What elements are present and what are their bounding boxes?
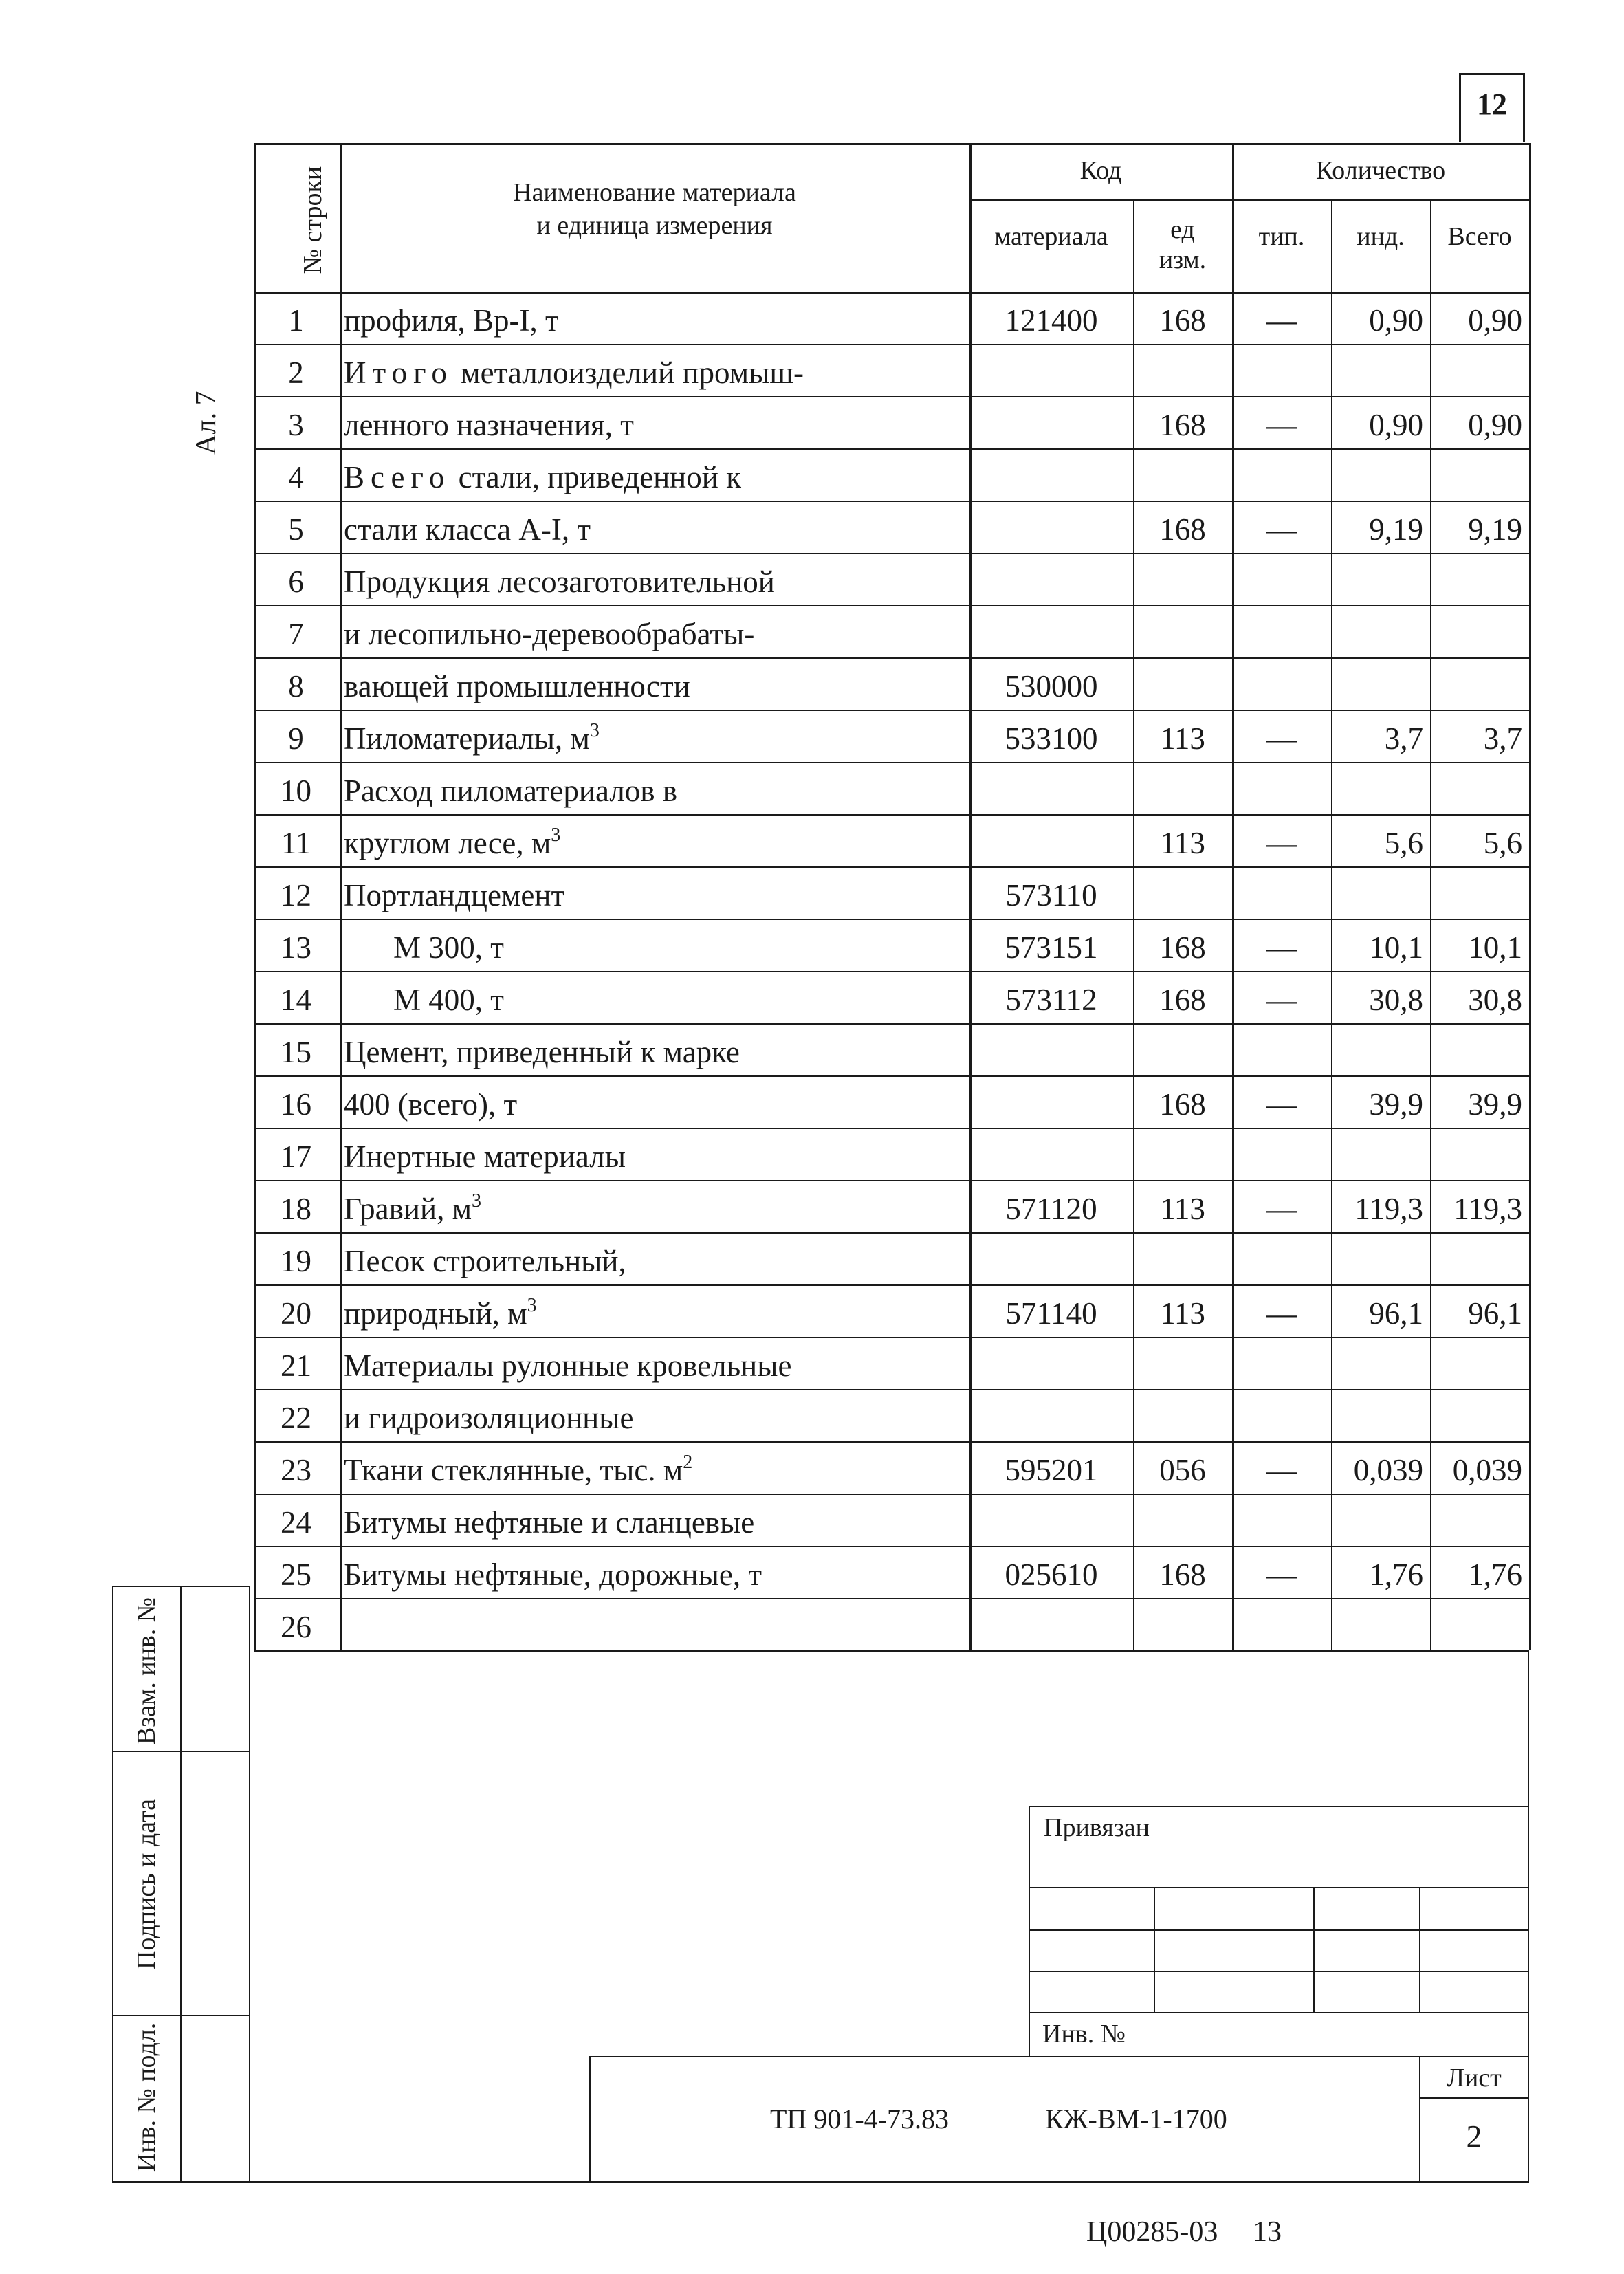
unit-code: 168 <box>1159 983 1206 1017</box>
material-name <box>344 451 741 503</box>
material-name-text: и гидроизоляционные <box>344 1401 634 1435</box>
material-name <box>344 1287 537 1340</box>
qty-tip: — <box>1266 1453 1297 1487</box>
material-code <box>969 1026 1133 1078</box>
row-number: 8 <box>288 669 304 703</box>
material-name-emphasis: Итого <box>344 356 453 390</box>
stamp-inv-no: Инв. № <box>1042 2020 1126 2048</box>
material-name <box>344 1130 626 1183</box>
header-row-number: № строки <box>298 166 327 274</box>
material-name-text: Материалы рулонные кровельные <box>344 1348 792 1383</box>
margin-vzam-inv: Взам. инв. № <box>132 1597 161 1745</box>
material-name-text: природный, м <box>344 1296 527 1331</box>
qty-ind <box>1331 608 1423 660</box>
material-name-text: Пиломатериалы, м <box>344 721 590 756</box>
material-name-emphasis: Всего <box>344 460 451 494</box>
material-name-text: Гравий, м <box>344 1192 472 1226</box>
table-col-line <box>1529 143 1531 1650</box>
unit-code: 113 <box>1160 826 1205 860</box>
qty-tip <box>1232 1496 1331 1549</box>
material-name <box>344 1444 692 1496</box>
material-name-text: металлоизделий промыш- <box>452 356 804 390</box>
qty-tip: — <box>1266 1557 1297 1592</box>
row-number: 4 <box>288 460 304 494</box>
material-code <box>969 765 1133 817</box>
stamp-line-3 <box>1029 1971 1529 1972</box>
material-name <box>344 347 804 399</box>
material-code <box>969 347 1133 399</box>
qty-total: 3,7 <box>1483 721 1522 756</box>
material-code <box>969 1078 1133 1130</box>
row-number: 26 <box>281 1610 311 1644</box>
qty-total <box>1430 1392 1522 1444</box>
material-code <box>969 1601 1133 1653</box>
row-number: 6 <box>288 565 304 599</box>
doc-code: ТП 901-4-73.83 <box>770 2103 949 2134</box>
material-name <box>344 1549 762 1601</box>
stamp-col-3 <box>1419 1887 1420 2012</box>
qty-ind: 9,19 <box>1369 512 1423 547</box>
header-total: Всего <box>1447 222 1512 251</box>
qty-ind: 0,90 <box>1369 408 1423 442</box>
unit-code <box>1133 451 1232 503</box>
material-name-text: М 300, т <box>393 930 504 965</box>
margin-podpis-data: Подпись и дата <box>132 1798 161 1970</box>
qty-tip: — <box>1266 930 1297 965</box>
material-name <box>344 921 504 974</box>
qty-tip: — <box>1266 721 1297 756</box>
qty-ind <box>1331 869 1423 921</box>
qty-ind: 96,1 <box>1369 1296 1423 1331</box>
material-name-text: Битумы нефтяные, дорожные, т <box>344 1557 762 1592</box>
unit-code <box>1133 1496 1232 1549</box>
header-quantity: Количество <box>1315 156 1446 185</box>
stamp-line-1 <box>1029 1887 1529 1888</box>
title-block-left <box>589 2056 591 2181</box>
row-number: 18 <box>281 1192 311 1226</box>
qty-ind <box>1331 1130 1423 1183</box>
qty-tip <box>1232 660 1331 712</box>
page-frame-left-lower <box>249 1586 250 2181</box>
unit-code <box>1133 1235 1232 1287</box>
qty-total <box>1430 451 1522 503</box>
unit-code <box>1133 347 1232 399</box>
row-number: 12 <box>281 878 311 912</box>
row-number: 22 <box>281 1401 311 1435</box>
material-name-text: Расход пиломатериалов в <box>344 774 678 808</box>
unit-code <box>1133 1026 1232 1078</box>
row-number: 14 <box>281 983 311 1017</box>
qty-total: 5,6 <box>1483 826 1522 860</box>
material-name <box>344 608 754 660</box>
qty-tip: — <box>1266 826 1297 860</box>
material-code <box>969 1392 1133 1444</box>
unit-code <box>1133 608 1232 660</box>
margin-inv-podl: Инв. № подл. <box>132 2022 161 2172</box>
unit-exponent: 3 <box>472 1190 482 1212</box>
row-number: 1 <box>288 303 304 338</box>
unit-code: 168 <box>1159 303 1206 338</box>
material-name-text: 400 (всего), т <box>344 1087 518 1122</box>
material-code: 121400 <box>1005 303 1098 338</box>
header-material-code: материала <box>994 222 1108 251</box>
header-unit-line2: изм. <box>1159 245 1207 274</box>
qty-total <box>1430 1026 1522 1078</box>
material-name <box>344 294 559 347</box>
material-name-text: М 400, т <box>393 983 504 1017</box>
qty-ind <box>1331 451 1423 503</box>
qty-total: 96,1 <box>1468 1296 1522 1331</box>
material-name-text: вающей промышленности <box>344 669 690 703</box>
qty-total <box>1430 869 1522 921</box>
unit-code: 168 <box>1159 1087 1206 1122</box>
header-mid-border <box>969 199 1529 201</box>
qty-ind <box>1331 556 1423 608</box>
qty-total <box>1430 1235 1522 1287</box>
qty-total: 39,9 <box>1468 1087 1522 1122</box>
material-code <box>969 451 1133 503</box>
qty-ind: 119,3 <box>1354 1192 1423 1226</box>
stamp-col-2 <box>1313 1887 1315 2012</box>
qty-total: 0,90 <box>1468 303 1522 338</box>
header-name-line2: и единица измерения <box>536 211 773 240</box>
material-name <box>344 817 560 869</box>
qty-ind <box>1331 1392 1423 1444</box>
material-name-text: ленного назначения, т <box>344 408 634 442</box>
sheet-label: Лист <box>1447 2064 1502 2092</box>
material-name-text: Битумы нефтяные и сланцевые <box>344 1505 755 1540</box>
material-code: 025610 <box>1005 1557 1098 1592</box>
qty-tip <box>1232 1026 1331 1078</box>
row-number: 3 <box>288 408 304 442</box>
material-code <box>969 556 1133 608</box>
qty-total <box>1430 347 1522 399</box>
material-name-text: Продукция лесозаготовительной <box>344 565 775 599</box>
qty-ind: 30,8 <box>1369 983 1423 1017</box>
qty-tip: — <box>1266 1296 1297 1331</box>
qty-tip <box>1232 869 1331 921</box>
material-name-text: Инертные материалы <box>344 1139 626 1174</box>
qty-total <box>1430 608 1522 660</box>
row-number: 2 <box>288 356 304 390</box>
stamp-privyazan: Привязан <box>1044 1813 1150 1842</box>
sheet-number: 2 <box>1466 2119 1482 2154</box>
qty-ind: 39,9 <box>1369 1087 1423 1122</box>
material-name <box>344 399 634 451</box>
doc-mark: КЖ-ВМ-1-1700 <box>1045 2103 1227 2134</box>
material-code <box>969 503 1133 556</box>
unit-code <box>1133 1392 1232 1444</box>
material-name <box>344 660 690 712</box>
stamp-left <box>1029 1806 1030 2056</box>
material-name-text: Цемент, приведенный к марке <box>344 1035 740 1069</box>
material-name <box>344 712 600 765</box>
material-name <box>344 974 504 1026</box>
qty-tip <box>1232 1235 1331 1287</box>
qty-tip: — <box>1266 512 1297 547</box>
row-number: 7 <box>288 617 304 651</box>
qty-ind <box>1331 1026 1423 1078</box>
unit-exponent: 3 <box>589 720 600 741</box>
qty-tip <box>1232 608 1331 660</box>
row-number: 5 <box>288 512 304 547</box>
unit-code <box>1133 765 1232 817</box>
row-number: 25 <box>281 1557 311 1592</box>
material-name-text: Ткани стеклянные, тыс. м <box>344 1453 683 1487</box>
stamp-top <box>1029 1806 1529 1807</box>
qty-tip: — <box>1266 1192 1297 1226</box>
unit-code: 168 <box>1159 512 1206 547</box>
row-number: 19 <box>281 1244 311 1278</box>
material-name-text: круглом лесе, м <box>344 826 551 860</box>
row-number: 21 <box>281 1348 311 1383</box>
qty-total: 0,039 <box>1452 1453 1522 1487</box>
qty-tip <box>1232 1392 1331 1444</box>
unit-code: 113 <box>1160 1192 1205 1226</box>
qty-ind: 3,7 <box>1384 721 1423 756</box>
page-frame-bottom <box>112 2181 1529 2183</box>
qty-tip <box>1232 1130 1331 1183</box>
qty-tip <box>1232 765 1331 817</box>
qty-total: 10,1 <box>1468 930 1522 965</box>
material-name <box>344 869 564 921</box>
row-number: 9 <box>288 721 304 756</box>
qty-ind: 10,1 <box>1369 930 1423 965</box>
table-top-border <box>254 143 1529 145</box>
row-number: 23 <box>281 1453 311 1487</box>
material-code: 571140 <box>1005 1296 1097 1331</box>
unit-exponent: 3 <box>527 1295 537 1316</box>
material-code <box>969 1130 1133 1183</box>
unit-code: 056 <box>1159 1453 1206 1487</box>
material-name-text: профиля, Вр-I, т <box>344 303 559 338</box>
material-name <box>344 1078 517 1130</box>
material-name <box>344 1235 626 1287</box>
qty-ind <box>1331 347 1423 399</box>
qty-tip <box>1232 347 1331 399</box>
table-col-line <box>340 143 342 1650</box>
qty-ind <box>1331 1235 1423 1287</box>
header-name-line1: Наименование материала <box>513 178 796 207</box>
header-tip: тип. <box>1258 222 1305 251</box>
unit-code: 168 <box>1159 408 1206 442</box>
qty-total: 1,76 <box>1468 1557 1522 1592</box>
material-name <box>344 1340 791 1392</box>
qty-total <box>1430 1340 1522 1392</box>
row-number: 24 <box>281 1505 311 1540</box>
row-number: 15 <box>281 1035 311 1069</box>
header-ind: инд. <box>1357 222 1405 251</box>
material-code <box>969 817 1133 869</box>
qty-tip <box>1232 1340 1331 1392</box>
qty-tip: — <box>1266 303 1297 338</box>
material-code <box>969 1235 1133 1287</box>
qty-ind <box>1331 1496 1423 1549</box>
material-code: 530000 <box>1005 669 1098 703</box>
material-code: 571120 <box>1005 1192 1097 1226</box>
qty-tip <box>1232 556 1331 608</box>
material-name-text: стали класса А-I, т <box>344 512 591 547</box>
qty-ind: 5,6 <box>1384 826 1423 860</box>
margin-border-left <box>112 1586 113 2181</box>
material-name <box>344 503 591 556</box>
unit-code <box>1133 1130 1232 1183</box>
row-number: 20 <box>281 1296 311 1331</box>
qty-total <box>1430 556 1522 608</box>
material-code <box>969 1340 1133 1392</box>
row-number: 10 <box>281 774 311 808</box>
qty-ind: 0,90 <box>1369 303 1423 338</box>
qty-tip: — <box>1266 408 1297 442</box>
unit-code: 113 <box>1160 1296 1205 1331</box>
qty-ind <box>1331 1340 1423 1392</box>
unit-code <box>1133 1340 1232 1392</box>
material-name <box>344 556 775 608</box>
material-code: 533100 <box>1005 721 1098 756</box>
qty-tip <box>1232 451 1331 503</box>
header-code: Код <box>1079 156 1122 185</box>
qty-total: 30,8 <box>1468 983 1522 1017</box>
footer-page: 13 <box>1253 2216 1282 2248</box>
qty-total <box>1430 1496 1522 1549</box>
qty-ind: 1,76 <box>1369 1557 1423 1592</box>
stamp-line-2 <box>1029 1929 1529 1931</box>
qty-total <box>1430 1601 1522 1653</box>
unit-exponent: 3 <box>551 824 561 846</box>
material-name <box>344 765 677 817</box>
stamp-line-4 <box>1029 2012 1529 2013</box>
qty-tip: — <box>1266 1087 1297 1122</box>
material-code: 573112 <box>1005 983 1097 1017</box>
page-number: 12 <box>1477 87 1507 121</box>
row-number: 16 <box>281 1087 311 1122</box>
header-unit-line1: ед <box>1170 215 1195 244</box>
material-name <box>344 1392 633 1444</box>
material-name-text: и лесопильно-деревообрабаты- <box>344 617 755 651</box>
qty-total <box>1430 660 1522 712</box>
material-code <box>969 399 1133 451</box>
material-name <box>344 1026 740 1078</box>
unit-code: 168 <box>1159 930 1206 965</box>
row-number: 13 <box>281 930 311 965</box>
qty-total: 9,19 <box>1468 512 1522 547</box>
qty-total <box>1430 1130 1522 1183</box>
qty-tip <box>1232 1601 1331 1653</box>
unit-code <box>1133 556 1232 608</box>
unit-code <box>1133 660 1232 712</box>
qty-tip: — <box>1266 983 1297 1017</box>
material-name-text: Песок строительный, <box>344 1244 626 1278</box>
unit-code: 113 <box>1160 721 1205 756</box>
qty-ind <box>1331 1601 1423 1653</box>
row-number: 11 <box>281 826 311 860</box>
material-code <box>969 608 1133 660</box>
material-code: 573110 <box>1005 878 1097 912</box>
page-frame-right <box>1528 1650 1529 2181</box>
margin-border-mid <box>180 1586 182 2181</box>
material-code: 595201 <box>1005 1453 1098 1487</box>
unit-exponent: 2 <box>683 1452 693 1473</box>
material-code: 573151 <box>1005 930 1098 965</box>
unit-code <box>1133 1601 1232 1653</box>
qty-ind: 0,039 <box>1353 1453 1423 1487</box>
unit-code: 168 <box>1159 1557 1206 1592</box>
qty-ind <box>1331 660 1423 712</box>
side-label: Ал. 7 <box>190 391 222 455</box>
qty-total <box>1430 765 1522 817</box>
material-name <box>344 1183 481 1235</box>
footer-code: Ц00285-03 <box>1086 2216 1218 2248</box>
material-name-text: стали, приведенной к <box>450 460 741 494</box>
material-name-text: Портландцемент <box>344 878 565 912</box>
qty-total: 119,3 <box>1453 1192 1522 1226</box>
stamp-col-1 <box>1154 1887 1155 2012</box>
unit-code <box>1133 869 1232 921</box>
material-name <box>344 1496 754 1549</box>
material-code <box>969 1496 1133 1549</box>
qty-total: 0,90 <box>1468 408 1522 442</box>
sheet-label-divider <box>1419 2097 1529 2099</box>
qty-ind <box>1331 765 1423 817</box>
title-block-top <box>589 2056 1529 2057</box>
header-bottom-border <box>254 292 1529 294</box>
row-number: 17 <box>281 1139 311 1174</box>
